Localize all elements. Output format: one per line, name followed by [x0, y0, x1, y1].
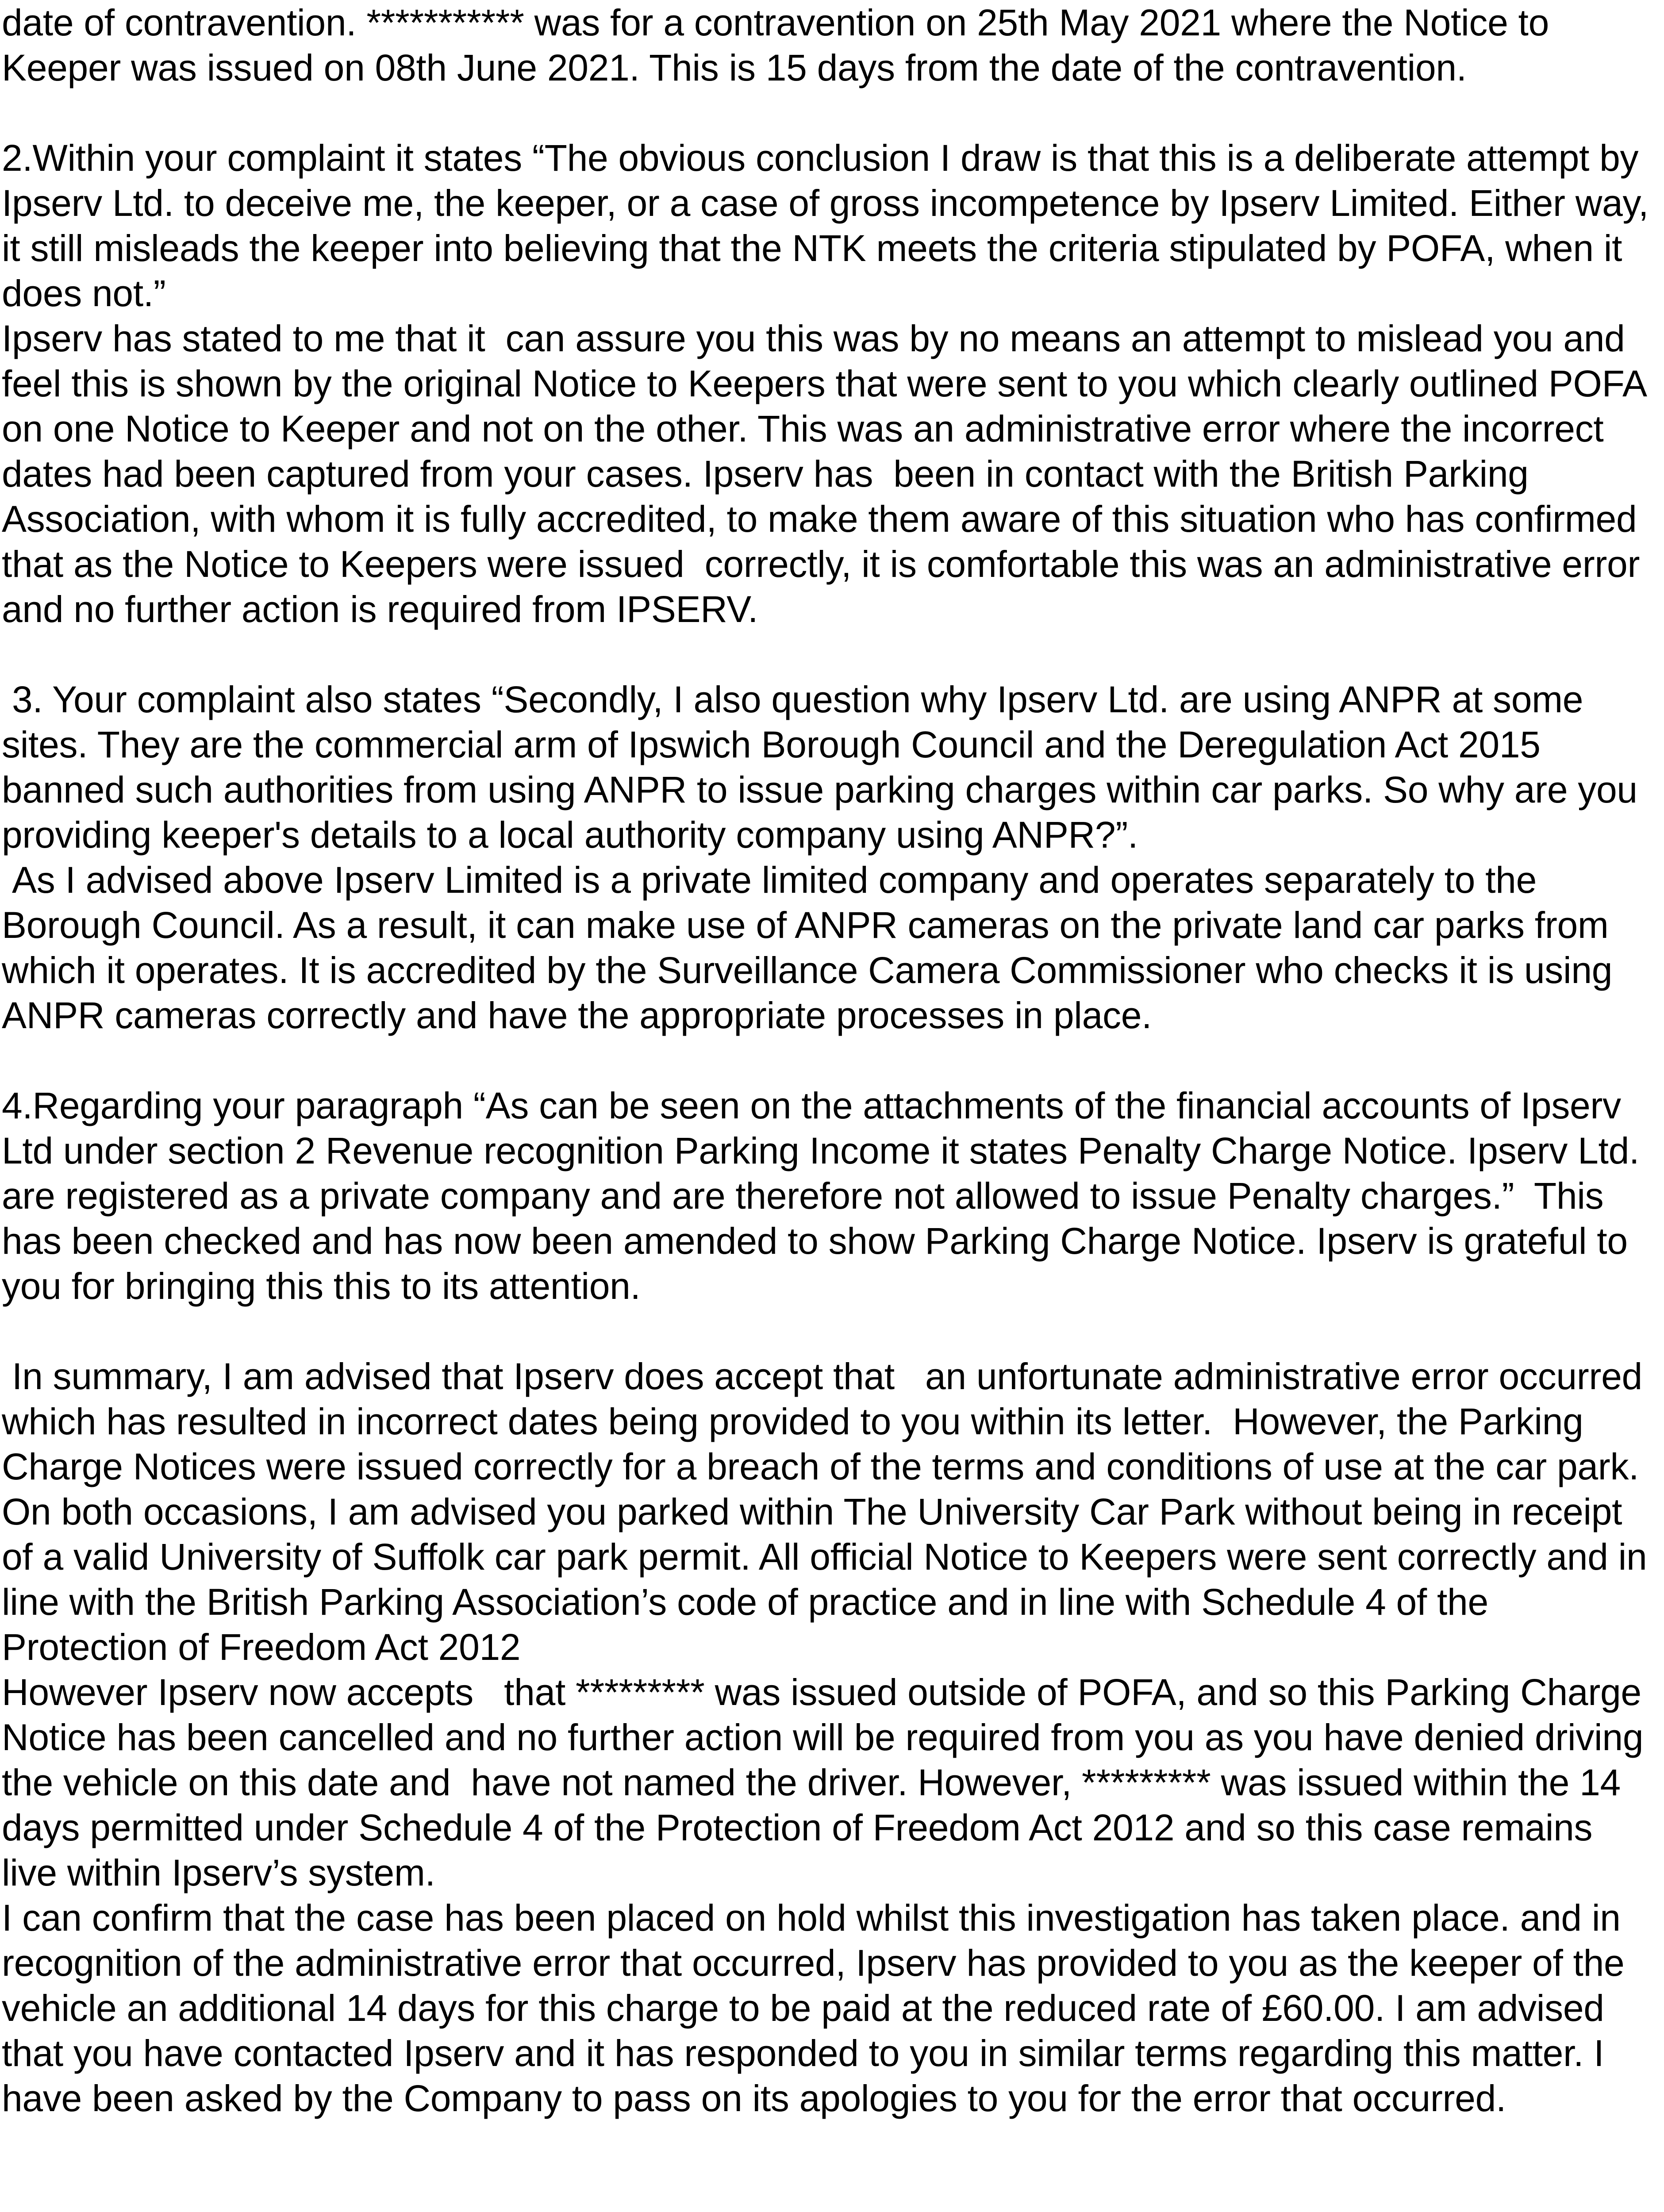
paragraph-point-3-response: As I advised above Ipserv Limited is a private limited company and operates separately to the Borough Council. As a result, it can make use of ANPR cameras on the private land car parks from which it operates. It is accredited by the Surveillance Camera Commissioner who checks it is using ANPR cameras correctly and have the appropriate processes in place.: [2, 859, 1621, 1036]
paragraph-pofa-acceptance: However Ipserv now accepts that ********* was issued outside of POFA, and so this Parking Charge Notice has been cancelled and no further action will be required from you as you have denied driving the vehicle on this date and have not named the driver. However, ********* was issued within the 14 days permitted under Schedule 4 of the Protection of Freedom Act 2012 and so this case remains live within Ipserv’s system.: [2, 1671, 1654, 1893]
paragraph-point-2-response: Ipserv has stated to me that it can assure you this was by no means an attempt to mislead you and feel this is shown by the original Notice to Keepers that were sent to you which clearly outlined POFA on one Notice to Keeper and not on the other. This was an administrative error where the incorrect dates had been captured from your cases. Ipserv has been in contact with the British Parking Association, with whom it is fully accredited, to make them aware of this situation who has confirmed that as the Notice to Keepers were issued correctly, it is comfortable this was an administrative error and no further action is required from IPSERV.: [2, 318, 1656, 630]
paragraph-spacer: [2, 632, 1656, 677]
paragraph-point-2-complaint: 2.Within your complaint it states “The obvious conclusion I draw is that this is a deliberate attempt by Ipserv Ltd. to deceive me, the keeper, or a case of gross incompetence by Ipserv Limited. Either way, it still misleads the keeper into believing that the NTK meets the criteria stipulated by POFA, when it does not.”: [2, 137, 1659, 314]
paragraph-spacer: [2, 2121, 1656, 2211]
paragraph-point-3-complaint: 3. Your complaint also states “Secondly, I also question why Ipserv Ltd. are using ANPR at some sites. They are the commercial arm of Ipswich Borough Council and the Deregulation Act 2015 banned such authorities from using ANPR to issue parking charges within car parks. So why are you providing keeper's details to a local authority company using ANPR?”.: [2, 679, 1648, 856]
paragraph-point-4: 4.Regarding your paragraph “As can be seen on the attachments of the financial accounts of Ipserv Ltd under section 2 Revenue recognition Parking Income it states Penalty Charge Notice. Ipserv Ltd. are registered as a private company and are therefore not allowed to issue Penalty charges.” This has been checked and has now been amended to show Parking Charge Notice. Ipserv is grateful to you for bringing this this to its attention.: [2, 1085, 1650, 1307]
paragraph-spacer: [2, 1309, 1656, 1354]
paragraph-spacer: [2, 90, 1656, 135]
letter-body: [2, 0, 1659, 2212]
paragraph-summary: In summary, I am advised that Ipserv does accept that an unfortunate administrative error occurred which has resulted in incorrect dates being provided to you within its letter. However, the Parking Charge Notices were issued correctly for a breach of the terms and conditions of use at the car park. On both occasions, I am advised you parked within The University Car Park without being in receipt of a valid University of Suffolk car park permit. All official Notice to Keepers were sent correctly and in line with the British Parking Association’s code of practice and in line with Schedule 4 of the Protection of Freedom Act 2012: [2, 1356, 1657, 1668]
paragraph-spacer: [2, 1038, 1656, 1083]
paragraph-confirmation: I can confirm that the case has been placed on hold whilst this investigation has taken place. and in recognition of the administrative error that occurred, Ipserv has provided to you as the keeper of the vehicle an additional 14 days for this charge to be paid at the reduced rate of £60.00. I am advised that you have contacted Ipserv and it has responded to you in similar terms regarding this matter. I have been asked by the Company to pass on its apologies to you for the error that occurred.: [2, 1897, 1635, 2119]
paragraph-contravention-date: date of contravention. *********** was for a contravention on 25th May 2021 where the Notice to Keeper was issued on 08th June 2021. This is 15 days from the date of the contravention.: [2, 2, 1560, 88]
